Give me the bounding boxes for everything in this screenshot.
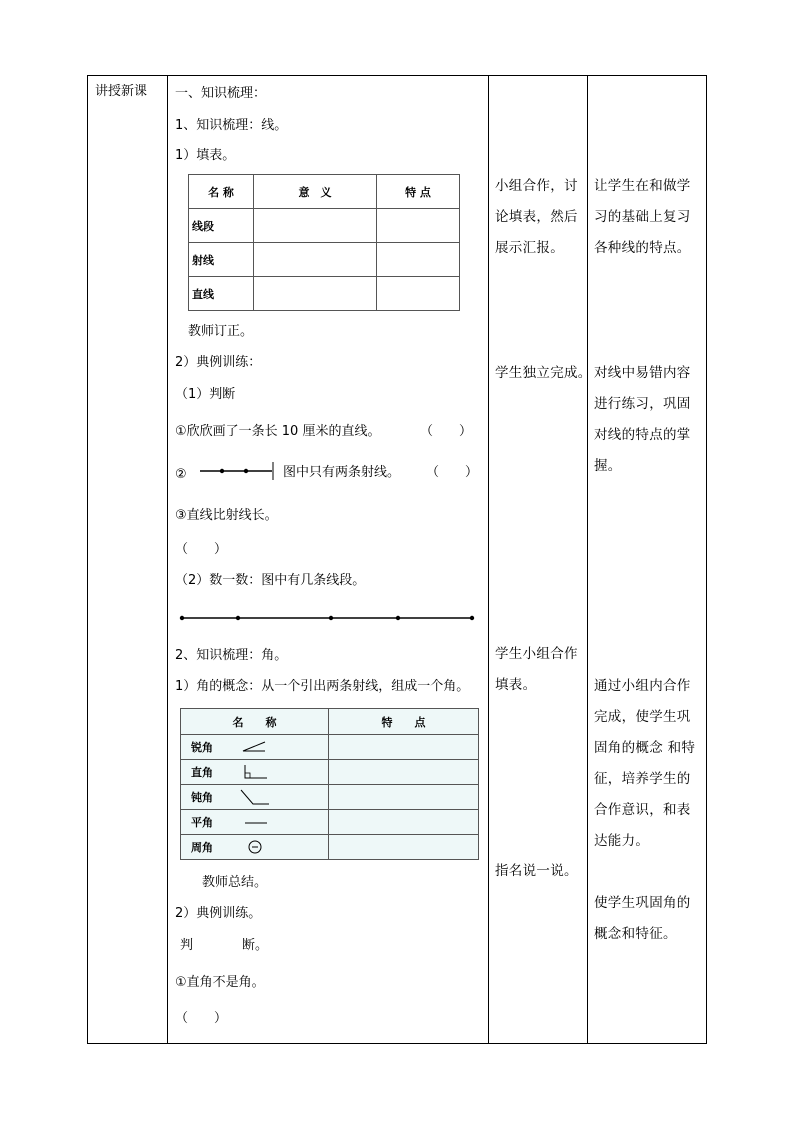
line-table xyxy=(188,174,460,311)
line-table-cell[interactable] xyxy=(377,243,460,277)
question-judge-label: （1）判断 xyxy=(175,387,236,402)
judge-heading-b: 断。 xyxy=(242,938,269,953)
heading-lines: 1、知识梳理：线。 xyxy=(175,118,288,133)
obtuse-angle-icon xyxy=(239,788,271,806)
line-table-cell[interactable] xyxy=(377,277,460,311)
angle-row-straight xyxy=(181,810,329,835)
judge-item-2-paren: （ ） xyxy=(426,465,479,480)
judge-item-3: ③直线比射线长。 xyxy=(175,508,278,523)
angle-table-cell[interactable] xyxy=(329,735,479,760)
angle-row-obtuse xyxy=(181,785,329,810)
step-examples-2: 2）典例训练。 xyxy=(175,906,262,921)
line-table-row-segment: 线段 xyxy=(189,209,254,243)
angle-table-cell[interactable] xyxy=(329,785,479,810)
acute-angle-icon xyxy=(241,741,267,753)
section-label: 讲授新课 xyxy=(95,84,148,99)
count-segments-question: （2）数一数：图中有几条线段。 xyxy=(175,573,366,588)
angle-concept: 1）角的概念：从一个引出两条射线，组成一个角。 xyxy=(175,679,470,694)
angle-row-obtuse-label: 钝角 xyxy=(191,791,213,804)
line-table-cell[interactable] xyxy=(254,209,377,243)
angle-row-full-label: 周角 xyxy=(191,841,213,854)
angle-table-cell[interactable] xyxy=(329,835,479,860)
angle-table-cell[interactable] xyxy=(329,810,479,835)
angle-table-cell[interactable] xyxy=(329,760,479,785)
student-activity-2: 学生独立完成。 xyxy=(495,365,592,381)
angle-row-full xyxy=(181,835,329,860)
full-angle-icon xyxy=(247,839,263,855)
line-table-cell[interactable] xyxy=(254,277,377,311)
line-table-row-line: 直线 xyxy=(189,277,254,311)
design-purpose-4: 使学生巩固角的概念和特征。 xyxy=(594,895,691,942)
judge-heading-a: 判 xyxy=(180,938,194,953)
judge-angle-item-1: ①直角不是角。 xyxy=(175,975,265,990)
judge-angle-item-1-paren: （ ） xyxy=(175,1011,228,1026)
line-table-header-feature: 特 点 xyxy=(377,175,460,209)
judge-item-3-paren: （ ） xyxy=(175,542,228,557)
student-activity-1: 小组合作，讨论填表，然后展示汇报。 xyxy=(495,178,578,256)
line-table-cell[interactable] xyxy=(254,243,377,277)
right-angle-icon xyxy=(243,764,269,780)
student-activity-4: 指名说一说。 xyxy=(495,863,578,879)
judge-item-1: ①欣欣画了一条长 10 厘米的直线。 xyxy=(175,424,381,439)
line-table-row-ray: 射线 xyxy=(189,243,254,277)
student-activity-3: 学生小组合作填表。 xyxy=(495,646,578,693)
design-purpose-2: 对线中易错内容进行练习，巩固对线的特点的掌握。 xyxy=(594,365,691,474)
straight-angle-icon xyxy=(243,819,269,827)
column-divider-3 xyxy=(587,75,588,1044)
angle-row-straight-label: 平角 xyxy=(191,816,213,829)
line-table-header-name: 名 称 xyxy=(189,175,254,209)
ray-diagram xyxy=(198,461,278,481)
line-table-header-meaning: 意 义 xyxy=(254,175,377,209)
judge-item-2-number: ② xyxy=(175,467,187,482)
segment-count-diagram xyxy=(178,613,478,623)
teacher-summary: 教师总结。 xyxy=(202,875,268,890)
line-table-cell[interactable] xyxy=(377,209,460,243)
angle-table xyxy=(180,708,479,860)
judge-item-1-paren: （ ） xyxy=(420,424,473,439)
heading-angles: 2、知识梳理：角。 xyxy=(175,648,288,663)
step-fill-table: 1）填表。 xyxy=(175,148,236,163)
column-divider-2 xyxy=(488,75,489,1044)
angle-table-header-name: 名 称 xyxy=(181,709,329,735)
judge-item-2: 图中只有两条射线。 xyxy=(283,465,401,480)
angle-row-right-label: 直角 xyxy=(191,766,213,779)
design-purpose-1: 让学生在和做学习的基础上复习各种线的特点。 xyxy=(594,178,691,256)
teacher-correct: 教师订正。 xyxy=(188,324,254,339)
angle-row-acute-label: 锐角 xyxy=(191,741,213,754)
column-divider-1 xyxy=(167,75,168,1044)
angle-row-right xyxy=(181,760,329,785)
angle-row-acute xyxy=(181,735,329,760)
heading-knowledge: 一、知识梳理： xyxy=(175,86,267,101)
step-examples: 2）典例训练： xyxy=(175,355,262,370)
angle-table-header-feature: 特 点 xyxy=(329,709,479,735)
design-purpose-3: 通过小组内合作完成，使学生巩固角的概念 和特征，培养学生的合作意识，和表达能力。 xyxy=(594,678,696,849)
